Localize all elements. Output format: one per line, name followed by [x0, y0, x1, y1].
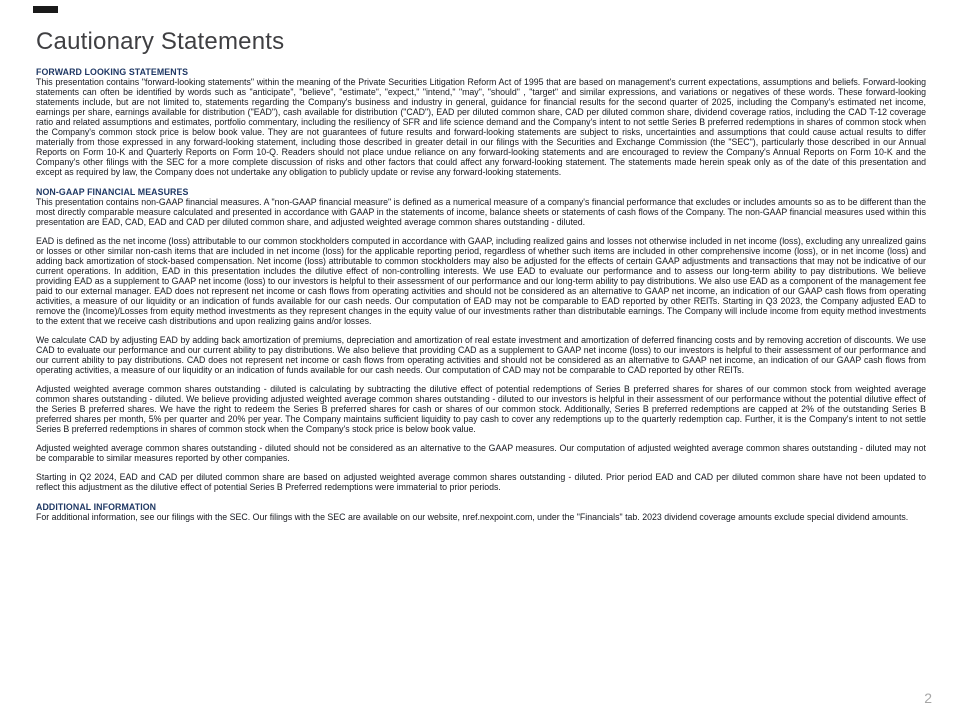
section-additional-information — [36, 501, 926, 522]
section-heading-non-gaap: NON-GAAP FINANCIAL MEASURES — [36, 187, 189, 197]
section-non-gaap-financial-measures — [36, 186, 926, 492]
paragraph: Starting in Q2 2024, EAD and CAD per diluted common share are based on adjusted weighted average common shares outstanding - diluted. Prior period EAD and CAD per diluted common share have not been updated to reflect this adjustment as the dilutive effect of potential Series B Preferred redemptions were immaterial to prior periods. — [36, 472, 926, 492]
section-forward-looking-statements — [36, 66, 926, 177]
paragraph: EAD is defined as the net income (loss) attributable to our common stockholders computed in accordance with GAAP, including realized gains and losses not otherwise included in net income (loss), excluding any unrealized gains or losses or other similar non-cash items that are included in net income (loss) for the applicable reporting period, regardless of whether such items are included in other comprehensive income (loss), or in net income (loss) and adding back amortization of stock-based compensation. Net income (loss) attributable to common stockholders may also be adjusted for the effects of certain GAAP adjustments and transactions that may not be indicative of our current operations. In addition, EAD in this presentation includes the dilutive effect of non-controlling interests. We use EAD to evaluate our performance and to assess our long-term ability to pay distributions. We believe providing EAD as a supplement to GAAP net income (loss) to our investors is helpful to their assessment of our performance and our long-term ability to pay distributions. We also use EAD as a component of the management fee paid to our external manager. EAD does not represent net income or cash flows from operating activities and should not be considered as an alternative to GAAP net income, an indication of our GAAP cash flows from operating activities, a measure of our liquidity or an indication of funds available for our cash needs. Our computation of EAD may not be comparable to EAD reported by other REITs. Starting in Q3 2023, the Company adjusted EAD to remove the (Income)/Losses from equity method investments as they represent changes in the equity value of our investments rather than distributable earnings. The Company will include income from equity method investments to the extent that we receive cash distributions and upon realizing gains and/or losses. — [36, 236, 926, 326]
paragraph: Adjusted weighted average common shares outstanding - diluted should not be considered as an alternative to the GAAP measures. Our computation of adjusted weighted average common shares outstanding - diluted may not be comparable to similar measures reported by other companies. — [36, 443, 926, 463]
page-title: Cautionary Statements — [36, 28, 285, 55]
top-left-mark — [33, 6, 58, 13]
section-heading-additional-info: ADDITIONAL INFORMATION — [36, 502, 157, 512]
paragraph: This presentation contains non-GAAP financial measures. A "non-GAAP financial measure" is defined as a numerical measure of a company's financial performance that excludes or includes amounts so as to be different than the most directly comparable measure calculated and presented in accordance with GAAP in the statements of income, balance sheets or statements of cash flows of the Company. The non-GAAP financial measures used within this presentation are EAD, CAD, EAD and CAD per diluted common share, and adjusted weighted average common shares outstanding - diluted. — [36, 197, 926, 227]
slide-body — [36, 66, 926, 522]
paragraph: This presentation contains "forward-looking statements" within the meaning of the Private Securities Litigation Reform Act of 1995 that are based on management's current expectations, assumptions and beliefs. Forward-looking statements can often be identified by words such as "anticipate", "believe", "estimate", "expect," "intend," "may", "should" , "target" and similar expressions, and variations or negatives of these words. These forward-looking statements include, but are not limited to, statements regarding the Company's business and industry in general, guidance for financial results for the second quarter of 2025, including the Company's estimated net income, earnings per share, earnings available for distribution ("EAD"), cash available for distribution ("CAD"), EAD per diluted common share, CAD per diluted common share, dividend coverage ratios, including the CAD T-12 coverage ratio and related assumptions and estimates, portfolio commentary, including the resiliency of SFR and life science demand and the Company's intent to not settle Series B preferred redemptions in shares of common stock when the Company's common stock price is below book value. They are not guarantees of future results and forward-looking statements are subject to risks, uncertainties and assumptions that could cause actual results to differ materially from those expressed in any forward-looking statement, including those described in greater detail in our filings with the Securities and Exchange Commission (the "SEC"), particularly those described in our Annual Reports on Form 10-K and Quarterly Reports on Form 10-Q. Readers should not place undue reliance on any forward-looking statements and are encouraged to review the Company's Annual Reports on Form 10-K and the Company's other filings with the SEC for a more complete discussion of risks and other factors that could affect any forward-looking statement. The statements made herein speak only as of the date of this presentation and except as required by law, the Company does not undertake any obligation to publicly update or revise any forward-looking statements. — [36, 77, 926, 177]
paragraph: Adjusted weighted average common shares outstanding - diluted is calculating by subtracting the dilutive effect of potential redemptions of Series B preferred shares for shares of our common stock from weighted average common shares outstanding - diluted. We believe providing adjusted weighted average common shares outstanding - diluted to our investors is helpful in their assessment of our performance without the potential dilutive effect of the Series B preferred shares. We have the right to redeem the Series B preferred shares for cash or shares of our common stock. Additionally, Series B preferred redemptions are capped at 2% of the outstanding Series B preferred shares per month, 5% per quarter and 20% per year. The Company maintains sufficient liquidity to pay cash to cover any redemptions up to the quarterly redemption cap. Further, it is the Company's intent to not settle Series B preferred redemptions in shares of common stock when the Company's stock price is below book value. — [36, 384, 926, 434]
paragraph: For additional information, see our filings with the SEC. Our filings with the SEC are available on our website, nref.nexpoint.com, under the "Financials" tab. 2023 dividend coverage amounts exclude special dividend amounts. — [36, 512, 909, 522]
page-number: 2 — [924, 690, 932, 706]
paragraph: We calculate CAD by adjusting EAD by adding back amortization of premiums, depreciation and amortization of real estate investment and amortization of deferred financing costs and by removing accretion of discounts. We use CAD to evaluate our performance and our current ability to pay distributions. We also believe that providing CAD as a supplement to GAAP net income (loss) to our investors is helpful to their assessment of our performance and our current ability to pay distributions. CAD does not represent net income or cash flows from operating activities and should not be considered as an alternative to GAAP net income, an indication of our GAAP cash flows from operating activities, a measure of our liquidity or an indication of funds available for our cash needs. Our computation of CAD may not be comparable to CAD reported by other REITs. — [36, 335, 926, 375]
section-heading-forward-looking: FORWARD LOOKING STATEMENTS — [36, 67, 189, 77]
